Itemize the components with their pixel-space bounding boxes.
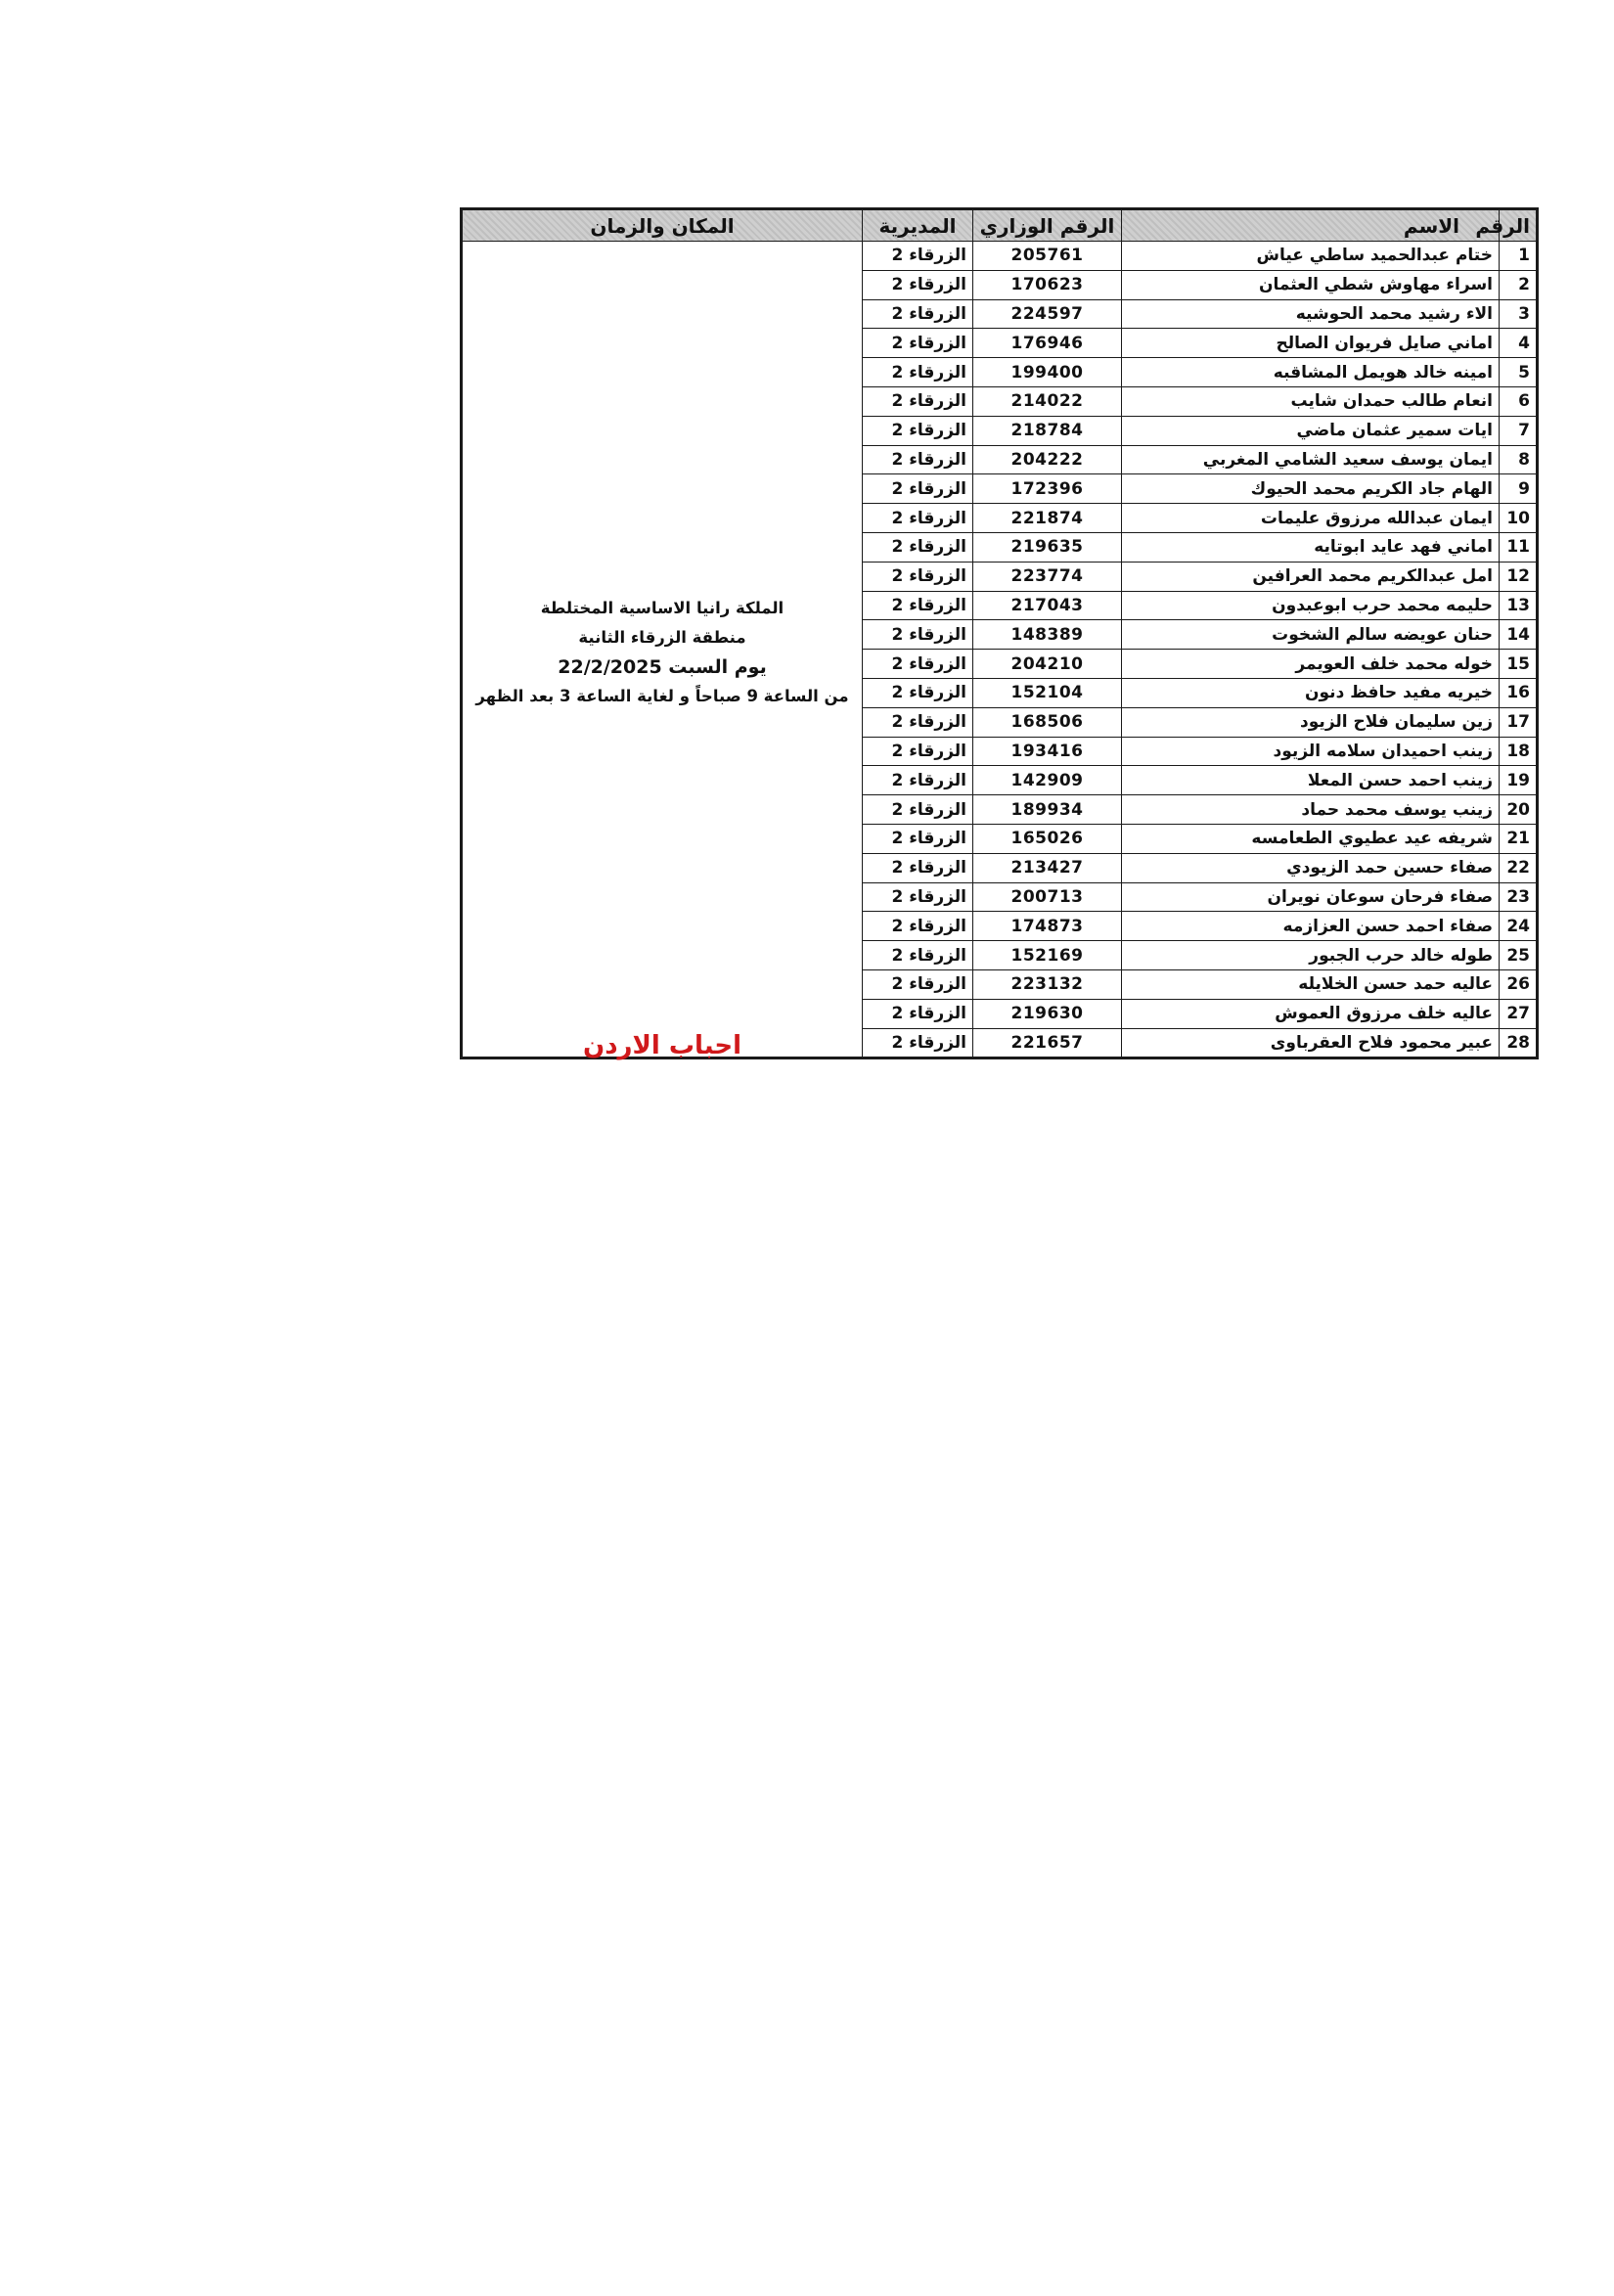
row-number: 15 bbox=[1500, 650, 1538, 679]
region-name: منطقة الزرقاء الثانية bbox=[578, 628, 746, 647]
header-place-time: المكان والزمان bbox=[462, 209, 863, 242]
row-directorate: الزرقاء 2 bbox=[863, 299, 973, 329]
row-directorate: الزرقاء 2 bbox=[863, 853, 973, 882]
header-number: الرقم bbox=[1500, 209, 1538, 242]
row-name: حليمه محمد حرب ابوعبدون bbox=[1122, 591, 1500, 620]
row-number: 2 bbox=[1500, 270, 1538, 299]
row-number: 23 bbox=[1500, 882, 1538, 912]
row-name: صفاء احمد حسن العزازمه bbox=[1122, 912, 1500, 941]
row-name: خوله محمد خلف العويمر bbox=[1122, 650, 1500, 679]
row-number: 8 bbox=[1500, 445, 1538, 474]
row-ministry-id: 165026 bbox=[973, 824, 1122, 853]
row-ministry-id: 223132 bbox=[973, 969, 1122, 999]
row-number: 21 bbox=[1500, 824, 1538, 853]
row-name: شريفه عيد عطيوي الطعامسه bbox=[1122, 824, 1500, 853]
row-ministry-id: 217043 bbox=[973, 591, 1122, 620]
row-number: 14 bbox=[1500, 620, 1538, 650]
row-directorate: الزرقاء 2 bbox=[863, 386, 973, 416]
row-name: عاليه خلف مرزوق العموش bbox=[1122, 999, 1500, 1028]
row-number: 4 bbox=[1500, 329, 1538, 358]
row-name: اسراء مهاوش شطي العثمان bbox=[1122, 270, 1500, 299]
row-ministry-id: 176946 bbox=[973, 329, 1122, 358]
row-ministry-id: 218784 bbox=[973, 416, 1122, 445]
signature-text: احباب الاردن bbox=[583, 1031, 741, 1060]
row-number: 6 bbox=[1500, 386, 1538, 416]
row-name: عاليه حمد حسن الخلايله bbox=[1122, 969, 1500, 999]
row-number: 20 bbox=[1500, 795, 1538, 825]
row-directorate: الزرقاء 2 bbox=[863, 824, 973, 853]
row-directorate: الزرقاء 2 bbox=[863, 562, 973, 591]
row-name: اماني فهد عايد ابوتايه bbox=[1122, 532, 1500, 562]
row-directorate: الزرقاء 2 bbox=[863, 242, 973, 271]
place-time-cell bbox=[462, 242, 863, 1058]
row-name: حنان عويضه سالم الشخوت bbox=[1122, 620, 1500, 650]
row-name: طوله خالد حرب الجبور bbox=[1122, 941, 1500, 970]
row-number: 5 bbox=[1500, 358, 1538, 387]
row-number: 27 bbox=[1500, 999, 1538, 1028]
row-number: 12 bbox=[1500, 562, 1538, 591]
row-directorate: الزرقاء 2 bbox=[863, 445, 973, 474]
exam-hours: من الساعة 9 صباحاً و لغاية الساعة 3 بعد الظهر bbox=[475, 687, 849, 705]
row-number: 10 bbox=[1500, 504, 1538, 533]
row-ministry-id: 142909 bbox=[973, 766, 1122, 795]
row-number: 13 bbox=[1500, 591, 1538, 620]
header-ministry-id: الرقم الوزاري bbox=[973, 209, 1122, 242]
row-number: 1 bbox=[1500, 242, 1538, 271]
row-directorate: الزرقاء 2 bbox=[863, 591, 973, 620]
row-ministry-id: 224597 bbox=[973, 299, 1122, 329]
row-number: 9 bbox=[1500, 474, 1538, 504]
roster-body bbox=[462, 242, 1538, 1058]
header-name: الاسم bbox=[1122, 209, 1500, 242]
row-directorate: الزرقاء 2 bbox=[863, 912, 973, 941]
row-ministry-id: 204222 bbox=[973, 445, 1122, 474]
row-directorate: الزرقاء 2 bbox=[863, 941, 973, 970]
row-directorate: الزرقاء 2 bbox=[863, 795, 973, 825]
row-ministry-id: 152104 bbox=[973, 678, 1122, 707]
row-directorate: الزرقاء 2 bbox=[863, 532, 973, 562]
row-ministry-id: 219630 bbox=[973, 999, 1122, 1028]
row-name: ايمان يوسف سعيد الشامي المغربي bbox=[1122, 445, 1500, 474]
row-ministry-id: 219635 bbox=[973, 532, 1122, 562]
row-ministry-id: 199400 bbox=[973, 358, 1122, 387]
row-ministry-id: 148389 bbox=[973, 620, 1122, 650]
row-directorate: الزرقاء 2 bbox=[863, 1028, 973, 1058]
row-name: الاء رشيد محمد الحوشيه bbox=[1122, 299, 1500, 329]
roster-table bbox=[460, 207, 1539, 1059]
row-ministry-id: 174873 bbox=[973, 912, 1122, 941]
row-name: الهام جاد الكريم محمد الحيوك bbox=[1122, 474, 1500, 504]
row-ministry-id: 172396 bbox=[973, 474, 1122, 504]
row-directorate: الزرقاء 2 bbox=[863, 270, 973, 299]
row-number: 24 bbox=[1500, 912, 1538, 941]
roster-sheet bbox=[460, 207, 1536, 1059]
row-directorate: الزرقاء 2 bbox=[863, 678, 973, 707]
header-row bbox=[462, 209, 1538, 242]
row-directorate: الزرقاء 2 bbox=[863, 358, 973, 387]
table-row bbox=[462, 242, 1538, 271]
school-name: الملكة رانيا الاساسية المختلطة bbox=[540, 599, 785, 617]
row-directorate: الزرقاء 2 bbox=[863, 329, 973, 358]
row-ministry-id: 221874 bbox=[973, 504, 1122, 533]
row-directorate: الزرقاء 2 bbox=[863, 737, 973, 766]
row-ministry-id: 205761 bbox=[973, 242, 1122, 271]
header-directorate: المديرية bbox=[863, 209, 973, 242]
row-number: 11 bbox=[1500, 532, 1538, 562]
row-number: 7 bbox=[1500, 416, 1538, 445]
row-ministry-id: 200713 bbox=[973, 882, 1122, 912]
place-info bbox=[463, 594, 862, 711]
row-number: 28 bbox=[1500, 1028, 1538, 1058]
exam-day: يوم السبت 22/2/2025 bbox=[558, 656, 767, 678]
row-name: زينب احميدان سلامه الزيود bbox=[1122, 737, 1500, 766]
row-number: 16 bbox=[1500, 678, 1538, 707]
row-number: 19 bbox=[1500, 766, 1538, 795]
row-ministry-id: 213427 bbox=[973, 853, 1122, 882]
row-name: زين سليمان فلاح الزيود bbox=[1122, 707, 1500, 737]
row-number: 22 bbox=[1500, 853, 1538, 882]
row-ministry-id: 221657 bbox=[973, 1028, 1122, 1058]
row-ministry-id: 193416 bbox=[973, 737, 1122, 766]
row-ministry-id: 204210 bbox=[973, 650, 1122, 679]
row-name: انعام طالب حمدان شايب bbox=[1122, 386, 1500, 416]
row-name: صفاء حسين حمد الزيودي bbox=[1122, 853, 1500, 882]
row-name: خيريه مفيد حافظ دنون bbox=[1122, 678, 1500, 707]
row-name: ختام عبدالحميد ساطي عياش bbox=[1122, 242, 1500, 271]
row-ministry-id: 152169 bbox=[973, 941, 1122, 970]
row-ministry-id: 189934 bbox=[973, 795, 1122, 825]
row-directorate: الزرقاء 2 bbox=[863, 999, 973, 1028]
row-name: زينب يوسف محمد حماد bbox=[1122, 795, 1500, 825]
row-name: صفاء فرحان سوعان نويران bbox=[1122, 882, 1500, 912]
row-name: امينه خالد هويمل المشاقبه bbox=[1122, 358, 1500, 387]
row-number: 18 bbox=[1500, 737, 1538, 766]
row-ministry-id: 170623 bbox=[973, 270, 1122, 299]
row-number: 26 bbox=[1500, 969, 1538, 999]
row-directorate: الزرقاء 2 bbox=[863, 474, 973, 504]
row-name: عبير محمود فلاح العقرباوى bbox=[1122, 1028, 1500, 1058]
row-name: ايمان عبدالله مرزوق عليمات bbox=[1122, 504, 1500, 533]
row-ministry-id: 214022 bbox=[973, 386, 1122, 416]
row-name: ايات سمير عثمان ماضي bbox=[1122, 416, 1500, 445]
row-directorate: الزرقاء 2 bbox=[863, 882, 973, 912]
row-ministry-id: 168506 bbox=[973, 707, 1122, 737]
row-name: زينب احمد حسن المعلا bbox=[1122, 766, 1500, 795]
row-number: 25 bbox=[1500, 941, 1538, 970]
row-number: 3 bbox=[1500, 299, 1538, 329]
row-directorate: الزرقاء 2 bbox=[863, 650, 973, 679]
row-ministry-id: 223774 bbox=[973, 562, 1122, 591]
row-directorate: الزرقاء 2 bbox=[863, 766, 973, 795]
row-directorate: الزرقاء 2 bbox=[863, 416, 973, 445]
row-name: اماني صايل فريوان الصالح bbox=[1122, 329, 1500, 358]
row-directorate: الزرقاء 2 bbox=[863, 620, 973, 650]
row-name: امل عبدالكريم محمد العرافين bbox=[1122, 562, 1500, 591]
row-number: 17 bbox=[1500, 707, 1538, 737]
row-directorate: الزرقاء 2 bbox=[863, 969, 973, 999]
row-directorate: الزرقاء 2 bbox=[863, 707, 973, 737]
row-directorate: الزرقاء 2 bbox=[863, 504, 973, 533]
